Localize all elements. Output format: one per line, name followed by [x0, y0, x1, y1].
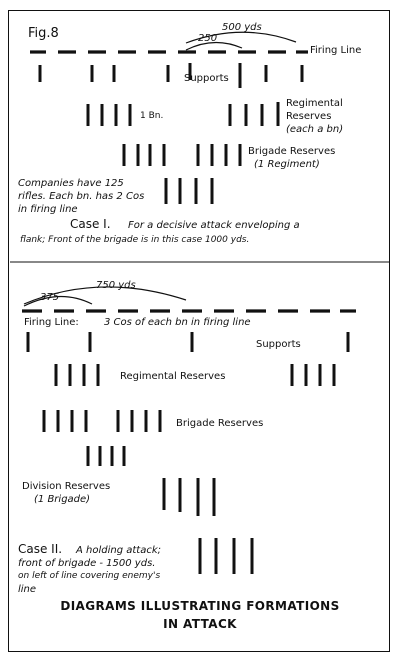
brigade-reserves-case2-rear [88, 446, 124, 466]
regimental-label-case2: Regimental Reserves [120, 371, 226, 382]
brigade-label-l1: Brigade Reserves [248, 146, 336, 157]
case1-description-l2: flank; Front of the brigade is in this case 1000 yds. [20, 235, 250, 245]
dimension-label-750: 750 yds [96, 280, 136, 291]
companies-note-l2: rifles. Each bn. has 2 Cos [18, 191, 145, 202]
case1-description-l1: For a decisive attack enveloping a [128, 220, 300, 231]
brigade-label-l2: (1 Regiment) [254, 159, 320, 170]
division-label-l1: Division Reserves [22, 481, 111, 492]
regimental-label-l3: (each a bn) [286, 124, 344, 135]
brigade-label-case2: Brigade Reserves [176, 418, 264, 429]
dimension-label-375: 375 [40, 292, 60, 303]
case2-description-l3: on left of line covering enemy's [18, 571, 161, 581]
regimental-label-l2: Reserves [286, 111, 332, 122]
division-reserves-case1 [166, 178, 212, 204]
firing-line-label-case2: Firing Line: [24, 317, 79, 328]
regimental-label-l1: Regimental [286, 98, 343, 109]
holding-attack-lines [200, 538, 252, 574]
regimental-reserves-case1 [88, 102, 278, 126]
dimension-label-500: 500 yds [222, 22, 262, 33]
supports-label-case2: Supports [256, 339, 301, 350]
case2-title: Case II. [18, 542, 63, 556]
supports-case1 [40, 63, 302, 88]
case2-description-l4: line [18, 584, 37, 595]
division-label-l2: (1 Brigade) [34, 494, 91, 505]
case2-description-l1: A holding attack; [76, 545, 161, 556]
caption-line1: DIAGRAMS ILLUSTRATING FORMATIONS [60, 599, 340, 613]
supports-label-case1: Supports [184, 73, 229, 84]
firing-line-note-case2: 3 Cos of each bn in firing line [104, 317, 251, 328]
firing-line-label-case1: Firing Line [310, 45, 362, 56]
companies-note-l3: in firing line [18, 204, 78, 215]
case2-description-l2: front of brigade - 1500 yds. [18, 558, 156, 569]
caption-line2: IN ATTACK [163, 617, 237, 631]
figure-label: Fig.8 [28, 26, 59, 41]
case1-title: Case I. [70, 217, 111, 231]
brigade-reserves-case1 [124, 144, 240, 166]
brigade-reserves-case2 [44, 410, 160, 432]
dimension-label-250: 250 [198, 33, 218, 44]
division-reserves-case2 [164, 478, 214, 516]
companies-note-l1: Companies have 125 [18, 178, 124, 189]
battalion-label: 1 Bn. [140, 111, 164, 121]
